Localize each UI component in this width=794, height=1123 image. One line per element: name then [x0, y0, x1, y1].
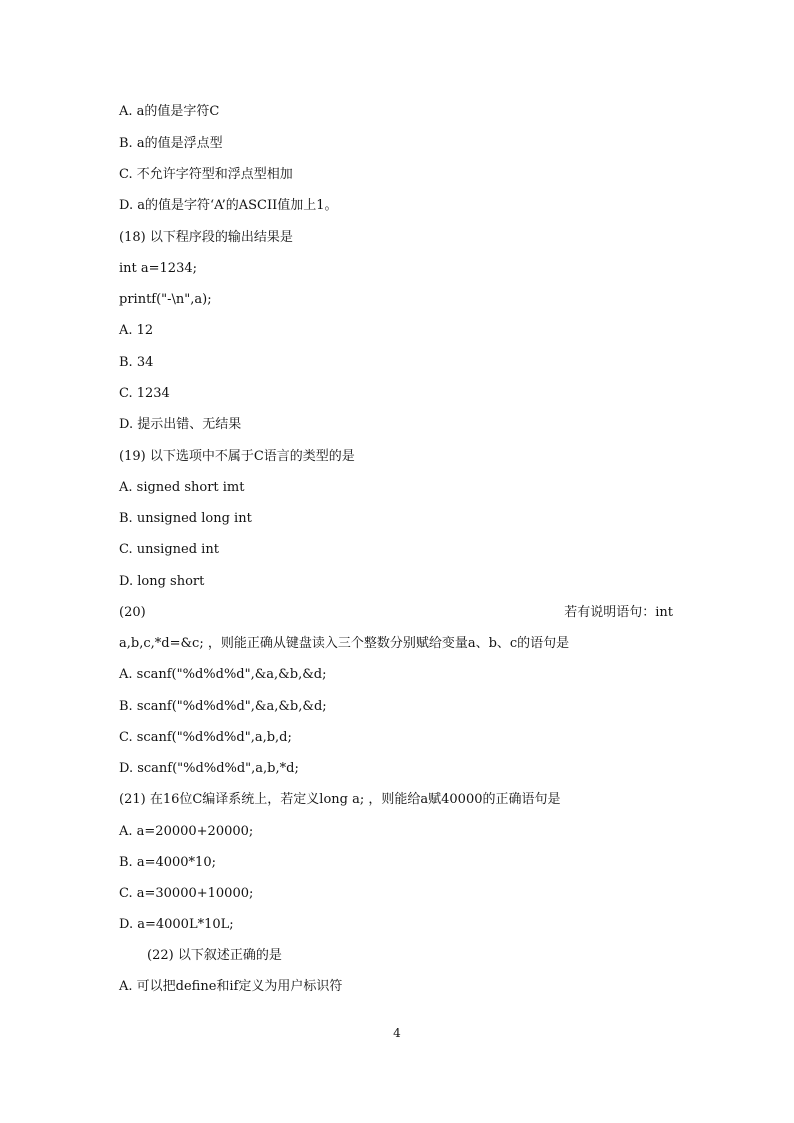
text-line-option-b-20: B. scanf("%d%d%d",&a,&b,&d;	[119, 699, 327, 714]
question-22-text: (22) 以下叙述正确的是	[147, 948, 282, 963]
code-line-18-1: int a=1234;	[119, 261, 197, 276]
text-line-option-d-18: D. 提示出错、无结果	[119, 417, 242, 432]
text-line-option-d-21: D. a=4000L*10L;	[119, 917, 234, 932]
text-line-option-d-17: D. a的值是字符‘A’的ASCII值加上1。	[119, 198, 338, 213]
text-line-option-c-19: C. unsigned int	[119, 542, 219, 557]
text-line-option-b-18: B. 34	[119, 355, 154, 370]
text-line-option-b-17: B. a的值是浮点型	[119, 136, 223, 151]
question-19-text: (19) 以下选项中不属于C语言的类型的是	[119, 449, 355, 464]
question-21-text: (21) 在16位C编译系统上，若定义long a; ，则能给a赋40000的正确语句是	[119, 792, 561, 807]
text-line-option-a-19: A. signed short imt	[119, 480, 245, 495]
question-20-text-right: 若有说明语句：int	[564, 605, 673, 620]
text-line-option-a-21: A. a=20000+20000;	[119, 824, 254, 839]
text-line-option-a-18: A. 12	[119, 323, 154, 338]
text-line-option-a-22: A. 可以把define和if定义为用户标识符	[119, 979, 343, 994]
text-line-option-c-17: C. 不允许字符型和浮点型相加	[119, 167, 293, 182]
text-line-option-b-21: B. a=4000*10;	[119, 855, 216, 870]
question-20-text-continued: a,b,c,*d=&c; ，则能正确从键盘读入三个整数分别赋给变量a、b、c的语句是	[119, 636, 570, 651]
text-line-option-d-19: D. long short	[119, 574, 205, 589]
text-line-option-c-21: C. a=30000+10000;	[119, 886, 254, 901]
text-line-option-c-18: C. 1234	[119, 386, 170, 401]
question-20-number: (20)	[119, 605, 146, 620]
code-line-18-2: printf("-\n",a);	[119, 292, 212, 307]
question-18-text: (18) 以下程序段的输出结果是	[119, 230, 293, 245]
page-number: 4	[393, 1026, 401, 1040]
text-line-option-c-20: C. scanf("%d%d%d",a,b,d;	[119, 730, 292, 745]
text-line-option-b-19: B. unsigned long int	[119, 511, 252, 526]
text-line-option-a-20: A. scanf("%d%d%d",&a,&b,&d;	[119, 667, 327, 682]
text-line-option-d-20: D. scanf("%d%d%d",a,b,*d;	[119, 761, 299, 776]
text-line-option-a-17: A. a的值是字符C	[119, 104, 220, 119]
